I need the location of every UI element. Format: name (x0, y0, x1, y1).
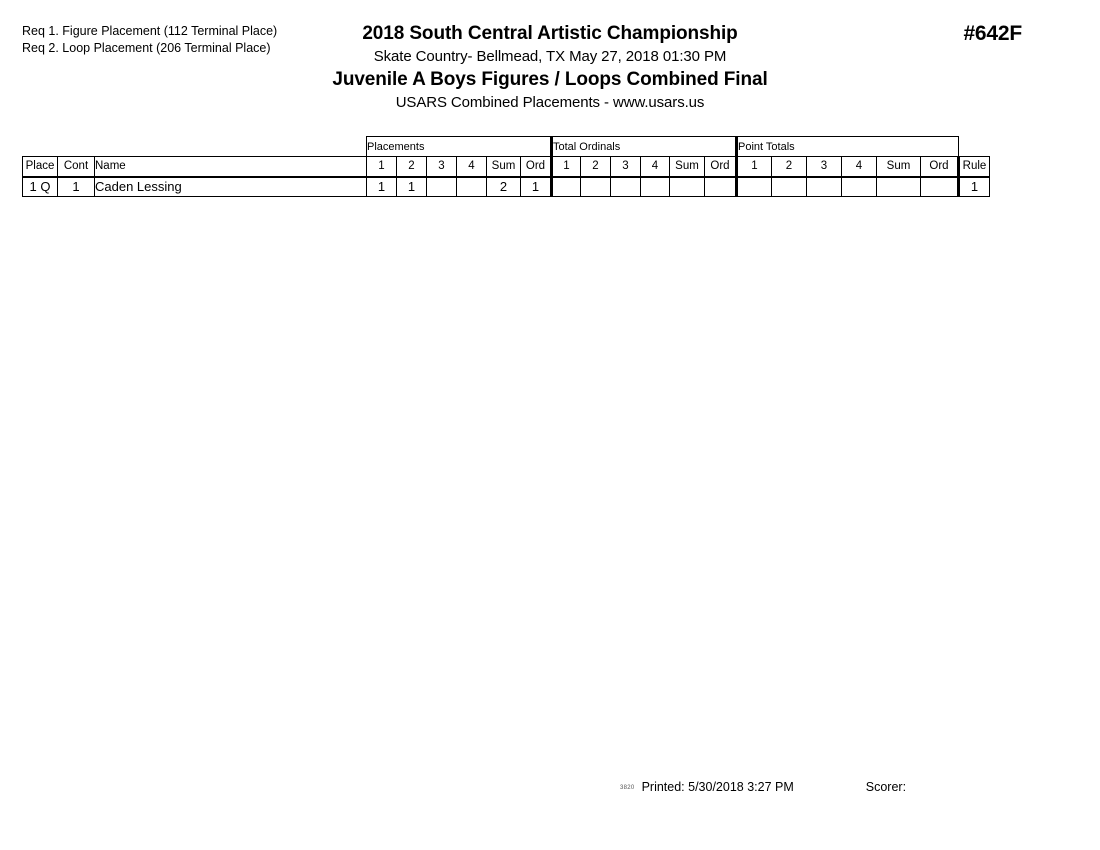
cell-cont: 1 (58, 177, 95, 197)
print-code: 3820 (620, 785, 635, 791)
column-header-points-1: 1 (737, 157, 772, 177)
subtitle-line: USARS Combined Placements - www.usars.us (395, 94, 705, 111)
column-header-placement-3: 3 (427, 157, 457, 177)
column-header-ordinal-1: 1 (552, 157, 581, 177)
column-header-name: Name (95, 157, 367, 177)
group-header-rule-spacer (959, 137, 990, 157)
cell-place: 1 Q (23, 177, 58, 197)
column-header-cont: Cont (58, 157, 95, 177)
scorer-label: Scorer: (865, 780, 907, 794)
column-header-ordinal-3: 3 (611, 157, 641, 177)
column-header-placement-ord: Ord (521, 157, 552, 177)
column-header-ordinal-2: 2 (581, 157, 611, 177)
table-column-header-row (23, 157, 990, 177)
cell-points-4 (842, 177, 877, 197)
cell-ordinal-sum (670, 177, 705, 197)
column-header-placement-sum: Sum (487, 157, 521, 177)
cell-name: Caden Lessing (95, 177, 367, 197)
column-header-placement-2: 2 (397, 157, 427, 177)
group-header-placements: Placements (367, 137, 552, 157)
meet-title: 2018 South Central Artistic Championship (362, 23, 738, 44)
column-header-ordinal-ord: Ord (705, 157, 737, 177)
column-header-place: Place (23, 157, 58, 177)
cell-ordinal-3 (611, 177, 641, 197)
group-header-total-ordinals: Total Ordinals (552, 137, 737, 157)
event-number: #642F (963, 22, 1022, 45)
column-header-points-ord: Ord (921, 157, 959, 177)
group-header-point-totals: Point Totals (737, 137, 959, 157)
cell-ordinal-ord (705, 177, 737, 197)
cell-ordinal-2 (581, 177, 611, 197)
cell-placement-1: 1 (367, 177, 397, 197)
title-block (0, 22, 1100, 113)
venue-datetime-line: Skate Country- Bellmead, TX May 27, 2018 01:30 PM (373, 48, 727, 65)
cell-points-2 (772, 177, 807, 197)
column-header-rule: Rule (959, 157, 990, 177)
cell-ordinal-1 (552, 177, 581, 197)
column-header-ordinal-sum: Sum (670, 157, 705, 177)
cell-placement-ord: 1 (521, 177, 552, 197)
column-header-points-4: 4 (842, 157, 877, 177)
cell-placement-4 (457, 177, 487, 197)
cell-placement-3 (427, 177, 457, 197)
table-group-header-row (23, 137, 990, 157)
column-header-placement-4: 4 (457, 157, 487, 177)
column-header-points-sum: Sum (877, 157, 921, 177)
cell-placement-2: 1 (397, 177, 427, 197)
printed-timestamp: Printed: 5/30/2018 3:27 PM (641, 780, 794, 794)
column-header-points-3: 3 (807, 157, 842, 177)
cell-points-sum (877, 177, 921, 197)
cell-placement-sum: 2 (487, 177, 521, 197)
cell-points-3 (807, 177, 842, 197)
results-table (22, 136, 990, 197)
column-header-points-2: 2 (772, 157, 807, 177)
cell-points-ord (921, 177, 959, 197)
column-header-placement-1: 1 (367, 157, 397, 177)
group-header-spacer (23, 137, 367, 157)
footer (620, 780, 906, 794)
table-row (23, 177, 990, 197)
cell-points-1 (737, 177, 772, 197)
requirement-line-2: Req 2. Loop Placement (206 Terminal Place) (22, 41, 271, 55)
cell-ordinal-4 (641, 177, 670, 197)
requirement-line-1: Req 1. Figure Placement (112 Terminal Place) (22, 24, 278, 38)
event-title: Juvenile A Boys Figures / Loops Combined Final (332, 69, 768, 90)
cell-rule: 1 (959, 177, 990, 197)
column-header-ordinal-4: 4 (641, 157, 670, 177)
